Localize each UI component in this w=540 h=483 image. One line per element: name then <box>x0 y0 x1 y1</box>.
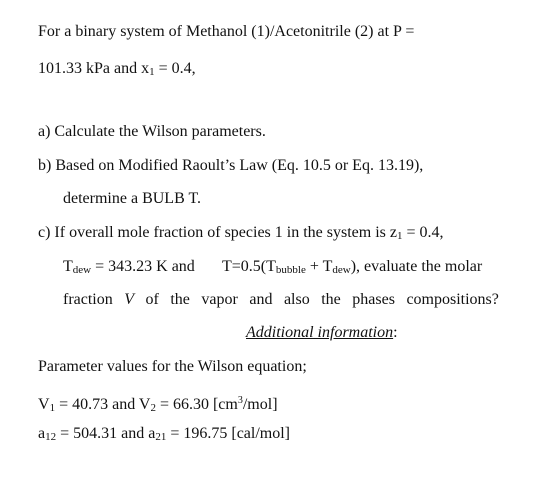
t-dew-symbol: T <box>63 258 73 275</box>
part-c-word: also <box>283 291 310 308</box>
part-c-line-1 <box>38 223 444 246</box>
part-c-line-2 <box>63 257 195 280</box>
part-c-text-1b: = 0.4, <box>402 224 444 241</box>
formula-text-a: T=0.5(T <box>222 258 276 275</box>
formula-text-c: ), evaluate the molar <box>350 258 483 275</box>
additional-info-title: Additional information <box>246 324 394 341</box>
part-c-word: of <box>145 291 159 308</box>
v1-value: = 40.73 and V <box>55 396 151 413</box>
a12-symbol: a <box>38 425 46 442</box>
wilson-a-line <box>38 424 290 447</box>
part-a-line <box>38 122 266 142</box>
a21-value: = 196.75 [cal/mol] <box>166 425 291 442</box>
part-c-subscript-z1: 1 <box>397 230 403 242</box>
formula-text-b: + T <box>305 258 333 275</box>
part-b-line-1 <box>38 156 423 176</box>
part-b-text-1: b) Based on Modified Raoult’s Law (Eq. 10.5 or Eq. 13.19), <box>38 157 424 174</box>
a21-subscript: 21 <box>155 431 167 443</box>
part-c-word: the <box>170 291 190 308</box>
intro-text-2a: 101.33 kPa and x <box>38 60 150 77</box>
part-c-word: the <box>321 291 341 308</box>
molar-volume-line <box>38 391 278 418</box>
part-c-word: phases <box>352 291 395 308</box>
a12-subscript: 12 <box>45 431 57 443</box>
v1-symbol: V <box>38 396 50 413</box>
part-c-line-3 <box>63 290 499 310</box>
intro-text-2b: = 0.4, <box>154 60 196 77</box>
t-dew-subscript: dew <box>72 264 92 276</box>
part-b-line-2 <box>63 189 201 209</box>
parameters-intro-text: Parameter values for the Wilson equation; <box>38 358 307 375</box>
part-b-text-2: determine a BULB T. <box>63 190 202 207</box>
v2-subscript: 2 <box>150 402 156 414</box>
intro-text-1: For a binary system of Methanol (1)/Acetonitrile (2) at P = <box>38 23 415 40</box>
part-c-text-1a: c) If overall mole fraction of species 1 in the system is z <box>38 224 397 241</box>
part-c-word-v-italic: V <box>124 291 135 308</box>
part-c-word: compositions? <box>406 291 499 308</box>
a12-value: = 504.31 and a <box>56 425 156 442</box>
additional-info-colon: : <box>393 324 398 341</box>
part-c-formula <box>222 257 482 280</box>
intro-line-2 <box>38 59 196 82</box>
intro-line-1 <box>38 22 414 42</box>
unit-superscript: 3 <box>237 395 243 406</box>
additional-info-heading <box>246 323 398 343</box>
part-a-text: a) Calculate the Wilson parameters. <box>38 123 266 140</box>
t-dew-value: = 343.23 K and <box>91 258 195 275</box>
v2-value: = 66.30 [cm <box>155 396 238 413</box>
parameters-intro-line <box>38 357 307 377</box>
v1-subscript: 1 <box>49 402 56 414</box>
formula-subscript-dew: dew <box>332 264 351 276</box>
intro-subscript-1: 1 <box>149 66 155 78</box>
unit-end: /mol] <box>242 396 278 413</box>
part-c-word: fraction <box>63 291 113 308</box>
part-c-word: vapor <box>201 291 238 308</box>
part-c-word: and <box>249 291 273 308</box>
formula-subscript-bubble: bubble <box>275 264 306 276</box>
